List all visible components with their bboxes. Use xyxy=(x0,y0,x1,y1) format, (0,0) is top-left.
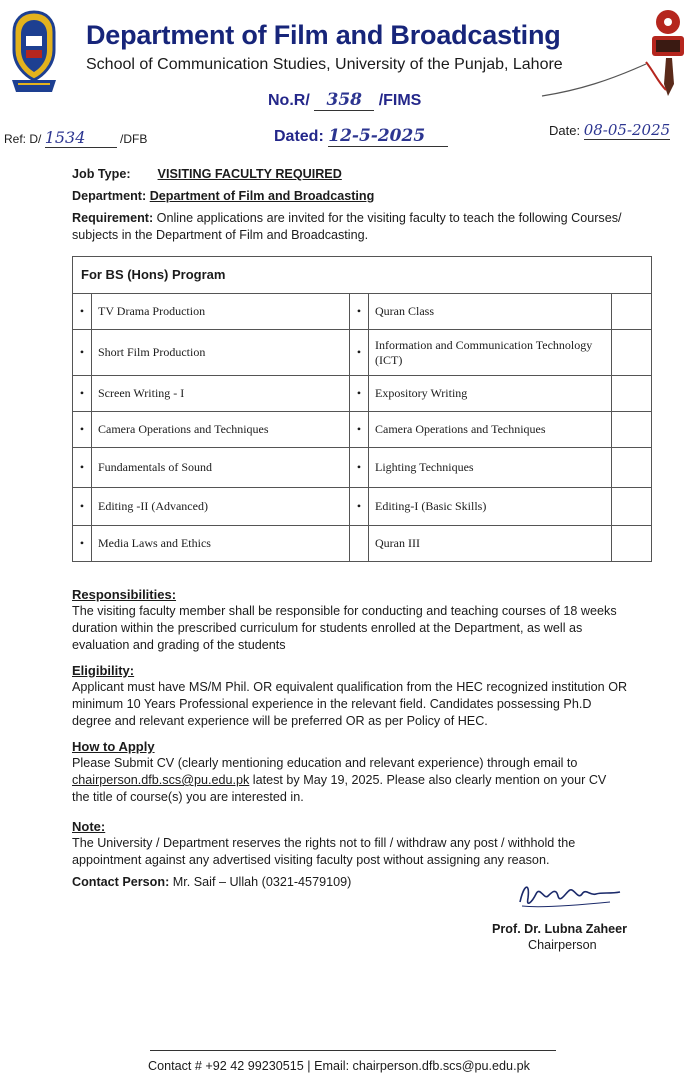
empty-cell xyxy=(612,488,652,526)
job-type-value: VISITING FACULTY REQUIRED xyxy=(157,167,342,181)
contact-person-line xyxy=(72,874,351,891)
date-label: Date: xyxy=(549,123,581,138)
course-row xyxy=(73,330,652,376)
bullet-right: • xyxy=(350,448,369,488)
course-left: Editing -II (Advanced) xyxy=(92,488,350,526)
how-to-apply-line-2: latest by May 19, 2025. Please also clearly mention on your CV xyxy=(249,773,607,787)
job-type-label: Job Type: xyxy=(72,167,131,181)
note-heading: Note: xyxy=(72,819,106,834)
footer-contact: Contact # +92 42 99230515 | Email: chairperson.dfb.scs@pu.edu.pk xyxy=(148,1059,530,1073)
course-right: Camera Operations and Techniques xyxy=(369,412,612,448)
decorative-swoosh xyxy=(540,60,650,100)
issue-date xyxy=(549,121,670,140)
ref-no-prefix: No.R/ xyxy=(268,92,310,109)
empty-cell xyxy=(612,448,652,488)
course-left: Camera Operations and Techniques xyxy=(92,412,350,448)
ref-dispatch-prefix: Ref: D/ xyxy=(4,132,42,146)
bullet-right: • xyxy=(350,294,369,330)
bullet-left: • xyxy=(73,294,92,330)
how-to-apply-heading: How to Apply xyxy=(72,739,155,754)
course-row xyxy=(73,488,652,526)
bullet-left: • xyxy=(73,448,92,488)
ref-dispatch-suffix: /DFB xyxy=(120,132,148,146)
dated-handwritten: 12-5-2025 xyxy=(328,126,448,147)
empty-cell xyxy=(612,294,652,330)
date-handwritten: 08-05-2025 xyxy=(583,121,671,139)
bullet-right: • xyxy=(350,330,369,376)
empty-cell xyxy=(612,412,652,448)
courses-table xyxy=(72,293,652,562)
job-type-line xyxy=(72,166,342,183)
ref-no-suffix: /FIMS xyxy=(378,92,422,109)
university-logo xyxy=(4,6,64,102)
course-right: Lighting Techniques xyxy=(369,448,612,488)
contact-person-value: Mr. Saif – Ullah (0321-4579109) xyxy=(172,875,352,889)
signatory-title: Chairperson xyxy=(528,938,597,952)
note-section xyxy=(72,818,692,869)
bullet-left: • xyxy=(73,330,92,376)
bullet-right: • xyxy=(350,488,369,526)
eligibility-line-3: degree and relevant experience will be preferred OR as per Policy of HEC. xyxy=(72,714,488,728)
how-to-apply-line-1: Please Submit CV (clearly mentioning education and relevant experience) through email to xyxy=(72,756,578,770)
department-value: Department of Film and Broadcasting xyxy=(149,189,375,203)
course-right: Quran III xyxy=(369,526,612,562)
requirement-paragraph xyxy=(72,210,692,244)
reference-number-stamp xyxy=(268,90,421,111)
bullet-right: • xyxy=(350,412,369,448)
note-line-2: appointment against any advertised visiting faculty post without assigning any reason. xyxy=(72,853,550,867)
course-left: TV Drama Production xyxy=(92,294,350,330)
responsibilities-line-2: duration within the prescribed curriculum for students enrolled at the Department, as well as xyxy=(72,621,583,635)
department-line xyxy=(72,188,374,205)
requirement-line-1: Online applications are invited for the visiting faculty to teach the following Courses/ xyxy=(156,211,622,225)
application-email-link[interactable]: chairperson.dfb.scs@pu.edu.pk xyxy=(72,773,250,787)
eligibility-line-1: Applicant must have MS/M Phil. OR equivalent qualification from the HEC recognized institution OR xyxy=(72,680,628,694)
bullet-left: • xyxy=(73,412,92,448)
ref-no-handwritten: 358 xyxy=(314,90,374,111)
bullet-left: • xyxy=(73,526,92,562)
course-right: Information and Communication Technology (ICT) xyxy=(369,330,612,376)
course-row xyxy=(73,526,652,562)
requirement-line-2: subjects in the Department of Film and Broadcasting. xyxy=(72,228,369,242)
course-row xyxy=(73,294,652,330)
contact-person-label: Contact Person: xyxy=(72,875,170,889)
course-left: Short Film Production xyxy=(92,330,350,376)
courses-table-heading: For BS (Hons) Program xyxy=(72,256,652,293)
eligibility-section xyxy=(72,662,692,730)
department-title: Department of Film and Broadcasting xyxy=(86,20,561,50)
responsibilities-section xyxy=(72,586,692,654)
course-row xyxy=(73,412,652,448)
dated-stamp xyxy=(274,126,448,147)
requirement-label: Requirement: xyxy=(72,211,154,225)
course-row xyxy=(73,448,652,488)
note-line-1: The University / Department reserves the rights not to fill / withdraw any post / withhold the xyxy=(72,836,576,850)
empty-cell xyxy=(612,376,652,412)
empty-cell xyxy=(612,330,652,376)
ref-dispatch-handwritten: 1534 xyxy=(45,128,117,148)
course-left: Screen Writing - I xyxy=(92,376,350,412)
eligibility-heading: Eligibility: xyxy=(72,663,135,678)
school-subtitle: School of Communication Studies, University of the Punjab, Lahore xyxy=(86,56,563,73)
department-label: Department: xyxy=(72,189,147,203)
course-right: Expository Writing xyxy=(369,376,612,412)
course-right: Quran Class xyxy=(369,294,612,330)
course-row xyxy=(73,376,652,412)
responsibilities-line-3: evaluation and grading of the students xyxy=(72,638,286,652)
bullet-right xyxy=(350,526,369,562)
responsibilities-line-1: The visiting faculty member shall be responsible for conducting and teaching courses of 18 weeks xyxy=(72,604,617,618)
empty-cell xyxy=(612,526,652,562)
ref-dispatch xyxy=(4,128,147,148)
how-to-apply-section xyxy=(72,738,692,806)
course-left: Fundamentals of Sound xyxy=(92,448,350,488)
courses-table-wrapper xyxy=(72,256,652,562)
course-right: Editing-I (Basic Skills) xyxy=(369,488,612,526)
course-left: Media Laws and Ethics xyxy=(92,526,350,562)
footer-divider xyxy=(150,1050,556,1051)
bullet-right: • xyxy=(350,376,369,412)
signatory-name: Prof. Dr. Lubna Zaheer xyxy=(492,922,628,936)
eligibility-line-2: minimum 10 Years Professional experience in the relevant field. Candidates possessing Ph.D xyxy=(72,697,592,711)
responsibilities-heading: Responsibilities: xyxy=(72,587,177,602)
bullet-left: • xyxy=(73,376,92,412)
bullet-left: • xyxy=(73,488,92,526)
signature-image xyxy=(470,872,650,916)
dated-label: Dated: xyxy=(274,128,324,145)
how-to-apply-line-3: the title of course(s) you are interested in. xyxy=(72,790,304,804)
